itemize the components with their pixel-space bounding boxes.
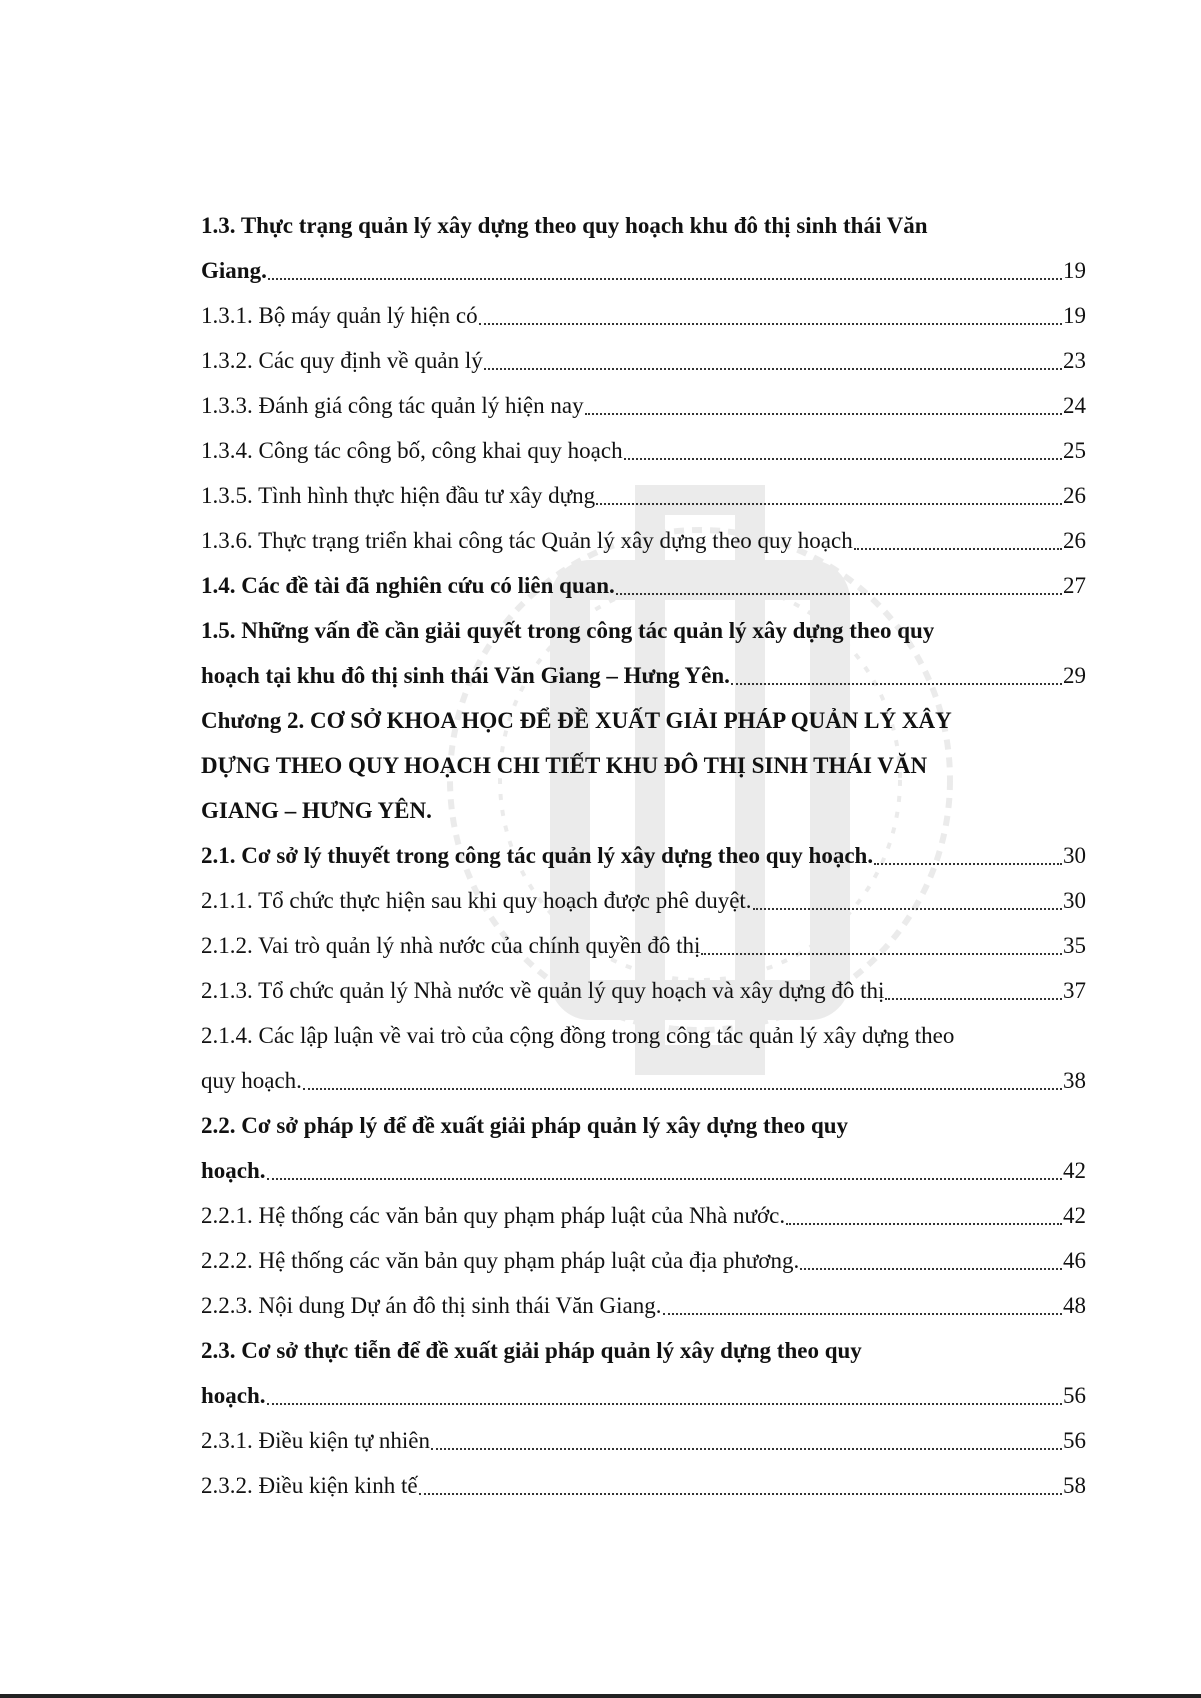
toc-entry[interactable]: [201, 286, 1086, 331]
toc-entry-title: 2.1.2. Vai trò quản lý nhà nước của chính quyền đô thị: [201, 933, 701, 958]
toc-entry-title: hoạch.: [201, 1383, 266, 1408]
toc-entry[interactable]: [201, 196, 1086, 241]
toc-dot-leader: [854, 542, 1062, 550]
toc-entry[interactable]: [201, 421, 1086, 466]
toc-page-number: 30: [1063, 843, 1086, 868]
toc-entry-title: 2.3.2. Điều kiện kinh tế: [201, 1473, 418, 1498]
toc-dot-leader: [267, 1397, 1062, 1405]
toc-entry-title: 2.1.4. Các lập luận về vai trò của cộng đồng trong công tác quản lý xây dựng theo: [201, 1023, 955, 1048]
toc-dot-leader: [753, 902, 1062, 910]
toc-entry-title: 1.3.3. Đánh giá công tác quản lý hiện nay: [201, 393, 584, 418]
toc-dot-leader: [616, 587, 1062, 595]
toc-entry-title: 2.1.1. Tổ chức thực hiện sau khi quy hoạch được phê duyệt.: [201, 888, 752, 913]
toc-entry-title: 2.2. Cơ sở pháp lý để đề xuất giải pháp quản lý xây dựng theo quy: [201, 1113, 849, 1138]
toc-entry[interactable]: [201, 466, 1086, 511]
toc-page-number: 42: [1063, 1158, 1086, 1183]
toc-page-number: 30: [1063, 888, 1086, 913]
toc-page-number: 25: [1063, 438, 1086, 463]
toc-entry-title: 1.3.4. Công tác công bố, công khai quy hoạch: [201, 438, 623, 463]
toc-entry[interactable]: [201, 1276, 1086, 1321]
toc-entry[interactable]: [201, 1006, 1086, 1051]
toc-dot-leader: [267, 1172, 1062, 1180]
page-bottom-border: [0, 1694, 1201, 1698]
toc-page-number: 42: [1063, 1203, 1086, 1228]
toc-entry-title: 2.2.1. Hệ thống các văn bản quy phạm pháp luật của Nhà nước.: [201, 1203, 786, 1228]
toc-dot-leader: [479, 317, 1062, 325]
toc-entry-title: Chương 2. CƠ SỞ KHOA HỌC ĐỂ ĐỀ XUẤT GIẢI PHÁP QUẢN LÝ XÂY: [201, 708, 952, 733]
toc-entry-title: hoạch tại khu đô thị sinh thái Văn Giang – Hưng Yên.: [201, 663, 730, 688]
toc-entry[interactable]: [201, 1141, 1086, 1186]
toc-entry-title: Giang.: [201, 258, 267, 283]
toc-entry-title: DỰNG THEO QUY HOẠCH CHI TIẾT KHU ĐÔ THỊ SINH THÁI VĂN: [201, 753, 928, 778]
toc-entry[interactable]: [201, 331, 1086, 376]
toc-entry[interactable]: [201, 871, 1086, 916]
toc-entry-title: 1.5. Những vấn đề cần giải quyết trong công tác quản lý xây dựng theo quy: [201, 618, 935, 643]
toc-entry[interactable]: [201, 1411, 1086, 1456]
toc-entry-title: 1.3.5. Tình hình thực hiện đầu tư xây dựng: [201, 483, 596, 508]
toc-entry[interactable]: [201, 916, 1086, 961]
toc-dot-leader: [268, 272, 1062, 280]
toc-dot-leader: [663, 1307, 1062, 1315]
toc-entry-title: 1.3.1. Bộ máy quản lý hiện có: [201, 303, 478, 328]
toc-dot-leader: [874, 857, 1062, 865]
toc-page-number: 19: [1063, 258, 1086, 283]
toc-dot-leader: [701, 947, 1062, 955]
toc-entry-title: 1.3.2. Các quy định về quản lý: [201, 348, 483, 373]
toc-entry[interactable]: [201, 736, 1086, 781]
table-of-contents: [201, 196, 1086, 1501]
toc-entry[interactable]: [201, 1456, 1086, 1501]
toc-page-number: 35: [1063, 933, 1086, 958]
toc-dot-leader: [800, 1262, 1062, 1270]
toc-page-number: 56: [1063, 1428, 1086, 1453]
toc-dot-leader: [885, 992, 1062, 1000]
toc-entry-title: 2.3. Cơ sở thực tiễn để đề xuất giải pháp quản lý xây dựng theo quy: [201, 1338, 862, 1363]
toc-entry-title: 1.3. Thực trạng quản lý xây dựng theo quy hoạch khu đô thị sinh thái Văn: [201, 213, 928, 238]
toc-entry[interactable]: [201, 691, 1086, 736]
toc-entry[interactable]: [201, 601, 1086, 646]
toc-page-number: 38: [1063, 1068, 1086, 1093]
toc-page-number: 23: [1063, 348, 1086, 373]
toc-entry-title: GIANG – HƯNG YÊN.: [201, 798, 432, 823]
toc-page-number: 26: [1063, 528, 1086, 553]
toc-entry[interactable]: [201, 646, 1086, 691]
toc-entry[interactable]: [201, 376, 1086, 421]
toc-dot-leader: [624, 452, 1062, 460]
toc-entry-title: 2.3.1. Điều kiện tự nhiên: [201, 1428, 431, 1453]
toc-entry[interactable]: [201, 1231, 1086, 1276]
toc-page-number: 29: [1063, 663, 1086, 688]
toc-page-number: 24: [1063, 393, 1086, 418]
toc-dot-leader: [731, 677, 1062, 685]
toc-page-number: 27: [1063, 573, 1086, 598]
toc-dot-leader: [419, 1487, 1062, 1495]
toc-entry[interactable]: [201, 1096, 1086, 1141]
toc-dot-leader: [303, 1082, 1062, 1090]
toc-page-number: 46: [1063, 1248, 1086, 1273]
toc-dot-leader: [484, 362, 1062, 370]
toc-entry-title: 2.2.3. Nội dung Dự án đô thị sinh thái Văn Giang.: [201, 1293, 662, 1318]
toc-dot-leader: [585, 407, 1062, 415]
toc-page-number: 58: [1063, 1473, 1086, 1498]
toc-entry-title: 2.1. Cơ sở lý thuyết trong công tác quản lý xây dựng theo quy hoạch.: [201, 843, 874, 868]
toc-dot-leader: [431, 1442, 1062, 1450]
toc-page-number: 48: [1063, 1293, 1086, 1318]
toc-entry-title: 2.2.2. Hệ thống các văn bản quy phạm pháp luật của địa phương.: [201, 1248, 800, 1273]
toc-entry-title: 1.3.6. Thực trạng triển khai công tác Quản lý xây dựng theo quy hoạch: [201, 528, 853, 553]
toc-entry[interactable]: [201, 826, 1086, 871]
toc-entry[interactable]: [201, 1321, 1086, 1366]
toc-page-number: 26: [1063, 483, 1086, 508]
toc-entry-title: hoạch.: [201, 1158, 266, 1183]
toc-page-number: 19: [1063, 303, 1086, 328]
toc-dot-leader: [786, 1217, 1062, 1225]
toc-entry[interactable]: [201, 781, 1086, 826]
toc-entry[interactable]: [201, 556, 1086, 601]
toc-page-number: 37: [1063, 978, 1086, 1003]
toc-entry[interactable]: [201, 511, 1086, 556]
toc-entry-title: quy hoạch.: [201, 1068, 302, 1093]
toc-entry[interactable]: [201, 961, 1086, 1006]
toc-entry-title: 1.4. Các đề tài đã nghiên cứu có liên quan.: [201, 573, 615, 598]
toc-entry-title: 2.1.3. Tổ chức quản lý Nhà nước về quản lý quy hoạch và xây dựng đô thị: [201, 978, 885, 1003]
toc-entry[interactable]: [201, 241, 1086, 286]
toc-entry[interactable]: [201, 1186, 1086, 1231]
toc-entry[interactable]: [201, 1366, 1086, 1411]
toc-dot-leader: [596, 497, 1062, 505]
toc-entry[interactable]: [201, 1051, 1086, 1096]
toc-page-number: 56: [1063, 1383, 1086, 1408]
